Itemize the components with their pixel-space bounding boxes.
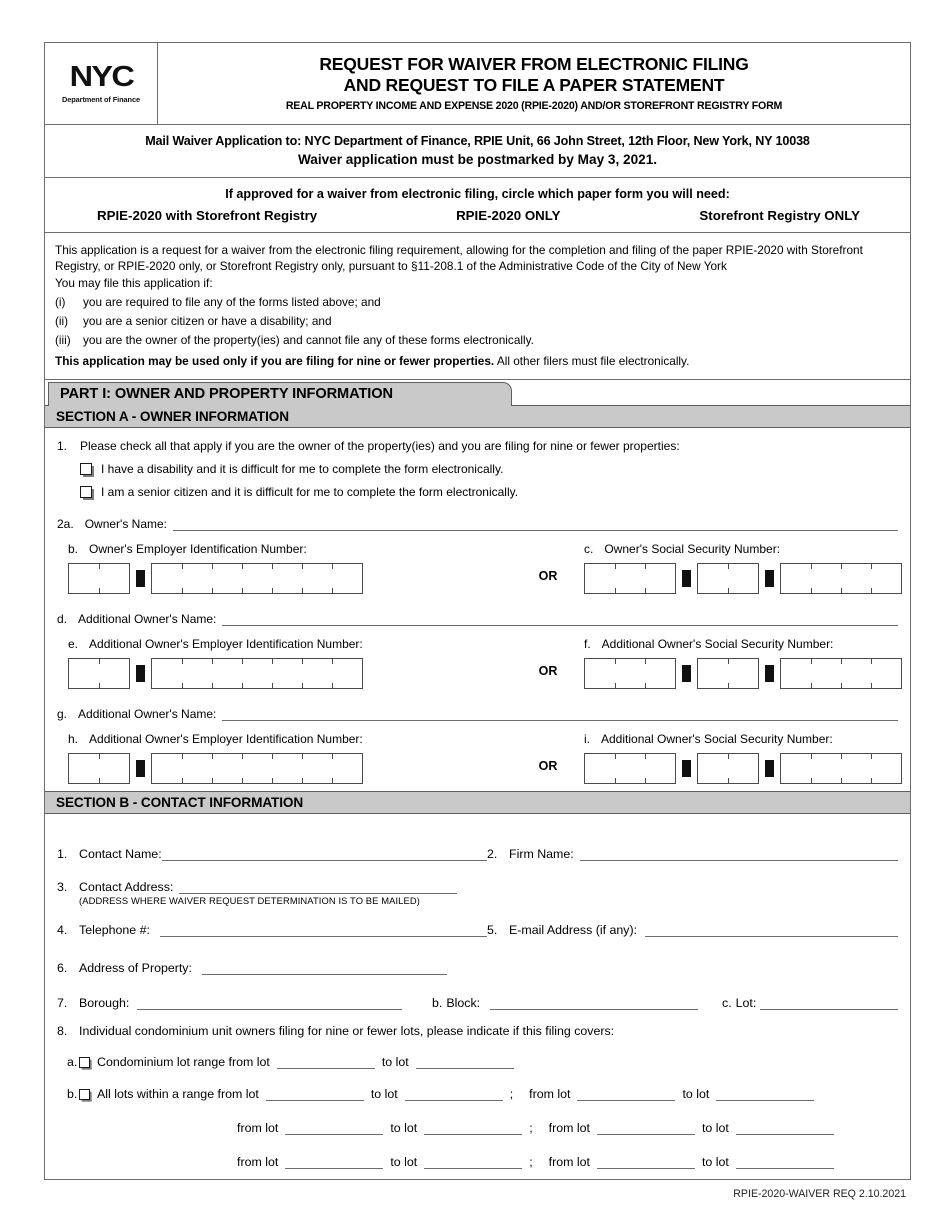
nyc-dof-logo — [45, 43, 158, 124]
additional-owner-1-ssn-block — [584, 637, 902, 689]
owner-ein-boxes[interactable] — [68, 563, 512, 594]
question-1 — [57, 439, 898, 453]
owner-ein-block — [57, 542, 512, 594]
owner-ssn-label: Owner's Social Security Number: — [604, 541, 781, 556]
ssn-separator-icon — [682, 760, 691, 777]
mail-address-line: Mail Waiver Application to: NYC Department of Finance, RPIE Unit, 66 John Street, 12th Floor, New York, NY 10038 — [145, 134, 810, 148]
all-lots-range-row-2 — [57, 1121, 898, 1135]
ein-separator-icon — [136, 570, 145, 587]
contact-name-input[interactable] — [162, 848, 487, 861]
nyc-logo-subtitle: Department of Finance — [62, 95, 140, 104]
circle-instruction: If approved for a waiver from electronic filing, circle which paper form you will need: — [225, 187, 730, 201]
condo-to-lot-label: to lot — [381, 1054, 409, 1069]
mail-instructions-band — [45, 125, 910, 178]
semicolon-1: ; — [509, 1086, 514, 1101]
firm-name-number: 2. — [487, 846, 498, 861]
senior-checkbox-row[interactable] — [80, 485, 898, 499]
block-input[interactable] — [490, 997, 698, 1010]
eligibility-text-ii: you are a senior citizen or have a disability; and — [83, 314, 332, 329]
additional-owner-1-ein-id: e. — [68, 636, 79, 651]
all-lots-to-input-2a[interactable] — [424, 1122, 522, 1135]
contact-address-field — [57, 880, 487, 894]
condo-from-lot-input[interactable] — [277, 1056, 375, 1069]
condo-lot-range-label: Condominium lot range from lot — [97, 1054, 270, 1069]
additional-owner-1-name-label: Additional Owner's Name: — [78, 611, 217, 626]
contact-name-field — [57, 847, 487, 861]
intro-bold-note-rest: All other filers must file electronically. — [496, 353, 690, 368]
ein-group-2[interactable] — [151, 563, 363, 594]
all-lots-checkbox[interactable] — [79, 1089, 90, 1100]
lot-label-text: Lot: — [735, 995, 757, 1010]
ssn-separator-icon — [682, 665, 691, 682]
all-lots-to-input-1b[interactable] — [716, 1088, 814, 1101]
owner-ein-id: b. — [68, 541, 79, 556]
additional-owner-1-ein-block — [57, 637, 512, 689]
additional-owner-2-or-label: OR — [538, 758, 558, 773]
property-address-input[interactable] — [202, 962, 447, 975]
all-lots-from-input-2a[interactable] — [285, 1122, 383, 1135]
additional-owner-2-ein-label: Additional Owner's Employer Identification Number: — [89, 731, 363, 746]
disability-checkbox-row[interactable] — [80, 462, 898, 476]
senior-checkbox[interactable] — [80, 486, 92, 498]
all-lots-from-label-1b: from lot — [529, 1086, 571, 1101]
ssn-group-1[interactable] — [584, 563, 676, 594]
property-address-label: Address of Property: — [79, 960, 192, 975]
firm-name-field — [487, 847, 898, 861]
all-lots-to-label-3b: to lot — [701, 1154, 729, 1169]
lot-input[interactable] — [760, 997, 898, 1010]
contact-address-input[interactable] — [179, 881, 457, 894]
telephone-input[interactable] — [160, 924, 487, 937]
additional-owner-1-or-label: OR — [538, 663, 558, 678]
additional-owner-2-id-row — [57, 732, 898, 784]
borough-number: 7. — [57, 995, 68, 1010]
eligibility-marker-ii: (ii) — [55, 314, 69, 329]
borough-field — [57, 996, 432, 1010]
email-label: E-mail Address (if any): — [509, 922, 638, 937]
owner-id-row — [57, 542, 898, 594]
property-address-row — [57, 961, 898, 975]
question-8-number: 8. — [57, 1023, 68, 1038]
all-lots-to-label-1b: to lot — [682, 1086, 710, 1101]
additional-owner-2-name-label: Additional Owner's Name: — [78, 706, 217, 721]
block-label: b. — [432, 995, 443, 1010]
owner-name-label: Owner's Name: — [84, 516, 167, 531]
section-a-header: SECTION A - OWNER INFORMATION — [45, 405, 910, 428]
borough-input[interactable] — [137, 997, 402, 1010]
ssn-group-2[interactable] — [697, 658, 759, 689]
disability-checkbox-label: I have a disability and it is difficult for me to complete the form electronically. — [101, 461, 504, 476]
form-subtitle: REAL PROPERTY INCOME AND EXPENSE 2020 (RPIE-2020) AND/OR STOREFRONT REGISTRY FORM — [285, 99, 783, 112]
all-lots-to-label-3a: to lot — [390, 1154, 418, 1169]
telephone-field — [57, 923, 487, 937]
ssn-group-2[interactable] — [697, 563, 759, 594]
paper-form-options — [51, 208, 904, 223]
disability-checkbox[interactable] — [80, 463, 92, 475]
section-a-body — [45, 428, 910, 791]
header-titles — [158, 43, 910, 124]
firm-name-input[interactable] — [580, 848, 898, 861]
additional-owner-2-ssn-block — [584, 732, 902, 784]
owner-ssn-id: c. — [584, 541, 594, 556]
form-title-line2: AND REQUEST TO FILE A PAPER STATEMENT — [343, 74, 725, 95]
contact-name-row — [57, 847, 898, 861]
ssn-group-2[interactable] — [697, 753, 759, 784]
additional-owner-2-ssn-label-row — [584, 732, 902, 746]
additional-owner-1-id-row — [57, 637, 898, 689]
contact-address-row — [57, 880, 898, 894]
question-8 — [57, 1024, 898, 1038]
property-address-field — [57, 961, 487, 975]
option-rpie-only[interactable]: RPIE-2020 ONLY — [456, 208, 561, 223]
ssn-separator-icon — [765, 570, 774, 587]
postmark-deadline-line: Waiver application must be postmarked by May 3, 2021. — [297, 152, 658, 167]
ssn-group-3[interactable] — [780, 658, 902, 689]
ssn-group-3[interactable] — [780, 563, 902, 594]
all-lots-label: All lots within a range from lot — [97, 1086, 259, 1101]
intro-bold-note: This application may be used only if you are filing for nine or fewer properties. — [55, 353, 495, 368]
email-input[interactable] — [645, 924, 898, 937]
ein-group-1[interactable] — [68, 753, 130, 784]
lot-field — [722, 996, 898, 1010]
owner-ein-label: Owner's Employer Identification Number: — [89, 541, 307, 556]
email-number: 5. — [487, 922, 498, 937]
additional-owner-1-name-input[interactable] — [222, 614, 898, 626]
all-lots-letter: b. — [67, 1086, 78, 1101]
additional-owner-2-name-row — [57, 707, 898, 721]
additional-owner-1-name-id: d. — [57, 611, 68, 626]
telephone-label: Telephone #: — [79, 922, 150, 937]
all-lots-from-input-3b[interactable] — [597, 1156, 695, 1169]
owner-name-row — [57, 517, 898, 531]
owner-name-input[interactable] — [173, 519, 898, 531]
all-lots-from-input-1a[interactable] — [266, 1088, 364, 1101]
all-lots-from-input-1b[interactable] — [577, 1088, 675, 1101]
contact-address-label: Contact Address: — [79, 879, 174, 894]
condo-lot-range-letter: a. — [67, 1054, 78, 1069]
ssn-group-3[interactable] — [780, 753, 902, 784]
owner-name-id: 2a. — [57, 516, 74, 531]
additional-owner-2-ein-block — [57, 732, 512, 784]
all-lots-to-input-3a[interactable] — [424, 1156, 522, 1169]
owner-ein-label-row — [68, 542, 512, 556]
all-lots-from-label-2a: from lot — [237, 1120, 279, 1135]
question-1-number: 1. — [57, 438, 68, 453]
additional-owner-2-ein-label-row — [68, 732, 512, 746]
additional-owner-1-ssn-boxes[interactable] — [584, 658, 902, 689]
form-footer: RPIE-2020-WAIVER REQ 2.10.2021 — [733, 1188, 906, 1200]
telephone-email-row — [57, 923, 898, 937]
email-field — [487, 923, 898, 937]
semicolon-2: ; — [529, 1120, 533, 1135]
eligibility-item — [55, 313, 900, 329]
additional-owner-1-ssn-label: Additional Owner's Social Security Number: — [601, 636, 834, 651]
condo-to-lot-input[interactable] — [416, 1056, 514, 1069]
intro-eligibility-lead: You may file this application if: — [55, 275, 213, 290]
form-page — [44, 42, 911, 1180]
additional-owner-2-ssn-boxes[interactable] — [584, 753, 902, 784]
section-b-body — [45, 814, 910, 1179]
eligibility-item — [55, 332, 900, 348]
form-header — [45, 43, 910, 125]
property-address-number: 6. — [57, 960, 68, 975]
all-lots-range-row-1 — [57, 1087, 898, 1101]
all-lots-to-input-3b[interactable] — [736, 1156, 834, 1169]
additional-owner-1-ein-boxes[interactable] — [68, 658, 512, 689]
ein-group-1[interactable] — [68, 563, 130, 594]
question-1-text: Please check all that apply if you are the owner of the property(ies) and you are filing for nine or fewer properties: — [80, 438, 680, 453]
all-lots-from-input-2b[interactable] — [597, 1122, 695, 1135]
borough-block-lot-row — [57, 996, 898, 1010]
ein-separator-icon — [136, 665, 145, 682]
additional-owner-2-ein-boxes[interactable] — [68, 753, 512, 784]
all-lots-from-label-3a: from lot — [237, 1154, 279, 1169]
semicolon-3: ; — [529, 1154, 533, 1169]
ssn-group-1[interactable] — [584, 753, 676, 784]
intro-paragraph: This application is a request for a waiver from the electronic filing requirement, allowing for the completion and filing of the paper RPIE-2020 with Storefront Registry, or RPIE-2020 only, or Storefront Registry only, pursuant to §11-208.1 of the Administrative Code of the City of New York — [55, 243, 863, 274]
ssn-separator-icon — [682, 570, 691, 587]
ssn-separator-icon — [765, 760, 774, 777]
all-lots-from-label-2b: from lot — [548, 1120, 590, 1135]
owner-ssn-label-row — [584, 542, 902, 556]
all-lots-range-row-3 — [57, 1155, 898, 1169]
option-rpie-with-storefront[interactable]: RPIE-2020 with Storefront Registry — [97, 208, 318, 223]
contact-name-number: 1. — [57, 846, 68, 861]
all-lots-to-input-1a[interactable] — [405, 1088, 503, 1101]
additional-owner-2-ssn-label: Additional Owner's Social Security Number: — [601, 731, 833, 746]
ein-group-1[interactable] — [68, 658, 130, 689]
condo-lot-range-checkbox[interactable] — [79, 1057, 90, 1068]
senior-checkbox-label: I am a senior citizen and it is difficult for me to complete the form electronically. — [101, 484, 519, 499]
additional-owner-2-name-input[interactable] — [222, 709, 898, 721]
section-b-header: SECTION B - CONTACT INFORMATION — [45, 791, 910, 814]
additional-owner-1-name-row — [57, 612, 898, 626]
contact-address-number: 3. — [57, 879, 68, 894]
contact-address-note: (ADDRESS WHERE WAIVER REQUEST DETERMINATION IS TO BE MAILED) — [79, 894, 420, 906]
owner-ssn-boxes[interactable] — [584, 563, 902, 594]
ein-separator-icon — [136, 760, 145, 777]
eligibility-marker-i: (i) — [55, 294, 66, 309]
all-lots-to-label-1a: to lot — [370, 1086, 398, 1101]
additional-owner-2-ein-id: h. — [68, 731, 79, 746]
additional-owner-2-name-id: g. — [57, 706, 68, 721]
additional-owner-1-ein-label-row — [68, 637, 512, 651]
eligibility-text-iii: you are the owner of the property(ies) and cannot file any of these forms electronically. — [83, 333, 534, 348]
owner-or-label: OR — [538, 568, 558, 583]
contact-name-label: Contact Name: — [79, 846, 162, 861]
all-lots-to-input-2b[interactable] — [736, 1122, 834, 1135]
ssn-separator-icon — [765, 665, 774, 682]
additional-owner-1-ein-label: Additional Owner's Employer Identification Number: — [89, 636, 363, 651]
lot-label: c. — [722, 995, 732, 1010]
ein-group-2[interactable] — [151, 753, 363, 784]
additional-owner-1-ssn-id: f. — [584, 636, 591, 651]
form-title-line1: REQUEST FOR WAIVER FROM ELECTRONIC FILING — [319, 54, 749, 75]
all-lots-to-label-2a: to lot — [390, 1120, 418, 1135]
paper-form-selection-band — [45, 178, 910, 233]
nyc-logo-icon: NYC — [69, 61, 133, 93]
ein-group-2[interactable] — [151, 658, 363, 689]
telephone-number: 4. — [57, 922, 68, 937]
additional-owner-2-ssn-id: i. — [584, 731, 590, 746]
part1-tab-row — [45, 380, 910, 405]
intro-bold-note-row — [55, 353, 900, 369]
option-storefront-only[interactable]: Storefront Registry ONLY — [699, 208, 860, 223]
block-label-text: Block: — [446, 995, 481, 1010]
part1-tab: PART I: OWNER AND PROPERTY INFORMATION — [48, 382, 512, 406]
borough-label: Borough: — [79, 995, 130, 1010]
question-8-text: Individual condominium unit owners filing for nine or fewer lots, please indicate if this filing covers: — [79, 1023, 615, 1038]
eligibility-item — [55, 294, 900, 310]
all-lots-from-label-3b: from lot — [548, 1154, 590, 1169]
eligibility-marker-iii: (iii) — [55, 333, 71, 348]
owner-ssn-block — [584, 542, 902, 594]
firm-name-label: Firm Name: — [509, 846, 574, 861]
intro-block — [45, 233, 910, 380]
block-field — [432, 996, 722, 1010]
ssn-group-1[interactable] — [584, 658, 676, 689]
eligibility-text-i: you are required to file any of the forms listed above; and — [83, 294, 381, 309]
all-lots-from-input-3a[interactable] — [285, 1156, 383, 1169]
condo-lot-range-row — [57, 1055, 898, 1069]
additional-owner-1-ssn-label-row — [584, 637, 902, 651]
all-lots-to-label-2b: to lot — [701, 1120, 729, 1135]
